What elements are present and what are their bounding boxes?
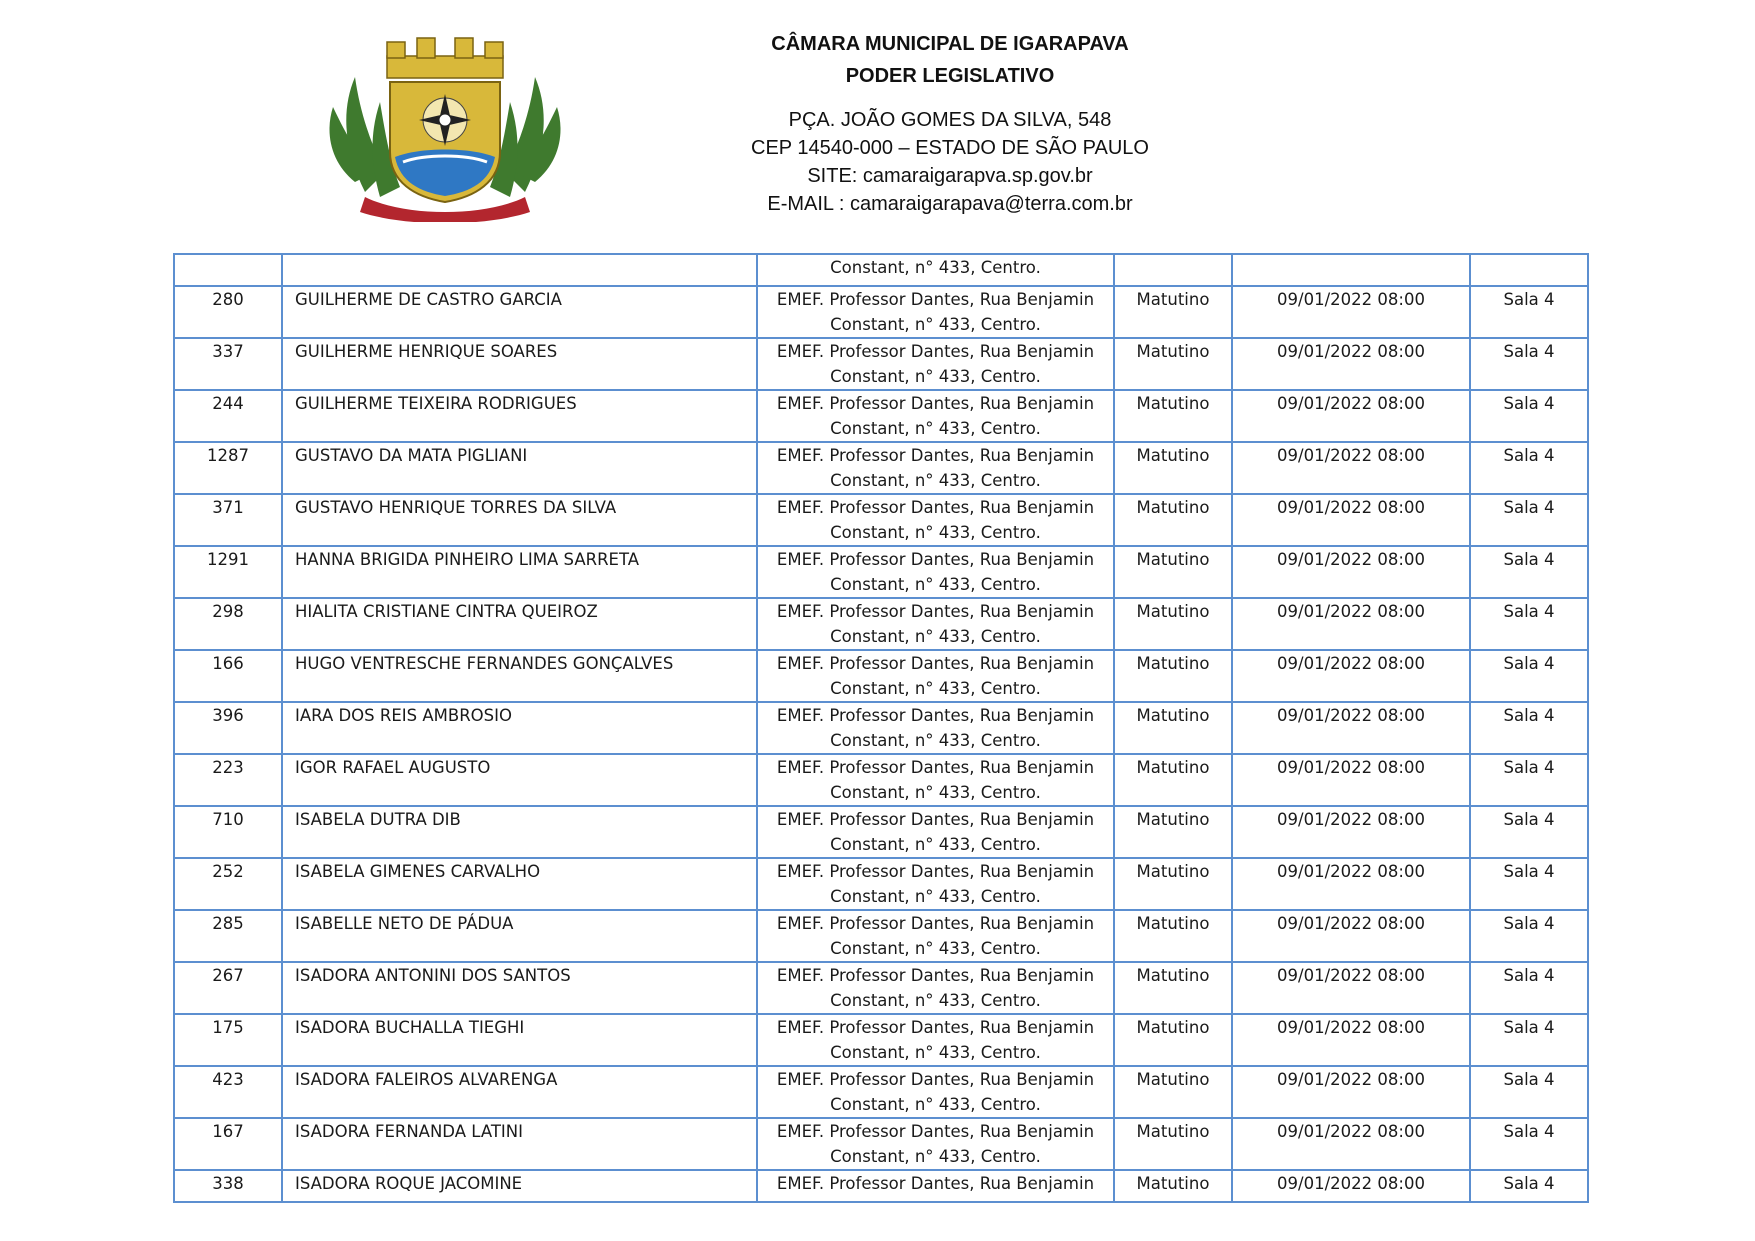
cell-num: 1291	[174, 546, 282, 598]
cell-num: 285	[174, 910, 282, 962]
table-row	[174, 1118, 1588, 1170]
table-row	[174, 598, 1588, 650]
cell-date: 09/01/2022 08:00	[1232, 390, 1470, 442]
cell-date: 09/01/2022 08:00	[1232, 1118, 1470, 1170]
address-line: EMEF. Professor Dantes, Rua Benjamin	[776, 706, 1095, 725]
cell-name: ISADORA FALEIROS ALVARENGA	[282, 1066, 757, 1118]
address-line: EMEF. Professor Dantes, Rua Benjamin	[776, 758, 1095, 777]
address-line: EMEF. Professor Dantes, Rua Benjamin	[776, 394, 1095, 413]
cell-address	[757, 286, 1114, 338]
cell-name: ISADORA ROQUE JACOMINE	[282, 1170, 757, 1202]
cell-num: 252	[174, 858, 282, 910]
cell-name: ISADORA FERNANDA LATINI	[282, 1118, 757, 1170]
cell-turno: Matutino	[1114, 1118, 1232, 1170]
cell-name: ISADORA BUCHALLA TIEGHI	[282, 1014, 757, 1066]
address-line: Constant, n° 433, Centro.	[830, 1147, 1041, 1166]
cell-turno: Matutino	[1114, 650, 1232, 702]
cell-num: 267	[174, 962, 282, 1014]
institution-email: E-MAIL : camaraigarapava@terra.com.br	[767, 193, 1133, 215]
cell-address	[757, 338, 1114, 390]
cell-sala: Sala 4	[1470, 650, 1588, 702]
cell-name: ISABELLE NETO DE PÁDUA	[282, 910, 757, 962]
cell-date: 09/01/2022 08:00	[1232, 754, 1470, 806]
cell-address	[757, 546, 1114, 598]
cell-address	[757, 858, 1114, 910]
cell-turno: Matutino	[1114, 910, 1232, 962]
table-row	[174, 338, 1588, 390]
cell-turno: Matutino	[1114, 442, 1232, 494]
cell-date: 09/01/2022 08:00	[1232, 546, 1470, 598]
cell-address	[757, 650, 1114, 702]
address-line: Constant, n° 433, Centro.	[830, 783, 1041, 802]
cell-turno	[1114, 254, 1232, 286]
address-line: EMEF. Professor Dantes, Rua Benjamin	[776, 654, 1095, 673]
table-row	[174, 702, 1588, 754]
address-line: Constant, n° 433, Centro.	[830, 627, 1041, 646]
cell-num: 280	[174, 286, 282, 338]
cell-address	[757, 390, 1114, 442]
institution-address: PÇA. JOÃO GOMES DA SILVA, 548	[788, 109, 1112, 131]
cell-address	[757, 494, 1114, 546]
cell-name: HUGO VENTRESCHE FERNANDES GONÇALVES	[282, 650, 757, 702]
table-row	[174, 962, 1588, 1014]
address-line: EMEF. Professor Dantes, Rua Benjamin	[776, 498, 1095, 517]
cell-date: 09/01/2022 08:00	[1232, 806, 1470, 858]
cell-date: 09/01/2022 08:00	[1232, 338, 1470, 390]
cell-sala: Sala 4	[1470, 338, 1588, 390]
cell-turno: Matutino	[1114, 390, 1232, 442]
cell-sala: Sala 4	[1470, 1014, 1588, 1066]
cell-name: ISABELA DUTRA DIB	[282, 806, 757, 858]
cell-num: 244	[174, 390, 282, 442]
table-row	[174, 390, 1588, 442]
table-row	[174, 910, 1588, 962]
letterhead-text	[700, 28, 1200, 218]
address-line: Constant, n° 433, Centro.	[830, 315, 1041, 334]
cell-num: 298	[174, 598, 282, 650]
address-line: Constant, n° 433, Centro.	[830, 731, 1041, 750]
cell-sala: Sala 4	[1470, 1066, 1588, 1118]
cell-address	[757, 910, 1114, 962]
cell-address	[757, 962, 1114, 1014]
institution-cep: CEP 14540-000 – ESTADO DE SÃO PAULO	[751, 137, 1149, 159]
cell-num: 396	[174, 702, 282, 754]
cell-address	[757, 598, 1114, 650]
letterhead	[0, 0, 1755, 250]
cell-sala: Sala 4	[1470, 702, 1588, 754]
institution-site: SITE: camaraigarapva.sp.gov.br	[807, 165, 1093, 187]
cell-name: GUSTAVO DA MATA PIGLIANI	[282, 442, 757, 494]
cell-name: IARA DOS REIS AMBROSIO	[282, 702, 757, 754]
address-line: EMEF. Professor Dantes, Rua Benjamin	[776, 966, 1095, 985]
cell-num: 175	[174, 1014, 282, 1066]
table-row	[174, 1170, 1588, 1202]
cell-sala: Sala 4	[1470, 806, 1588, 858]
cell-num: 423	[174, 1066, 282, 1118]
address-line: Constant, n° 433, Centro.	[830, 939, 1041, 958]
address-line: Constant, n° 433, Centro.	[830, 679, 1041, 698]
table-row-continued	[174, 254, 1588, 286]
cell-date: 09/01/2022 08:00	[1232, 494, 1470, 546]
cell-name: HANNA BRIGIDA PINHEIRO LIMA SARRETA	[282, 546, 757, 598]
address-line: Constant, n° 433, Centro.	[830, 835, 1041, 854]
cell-sala	[1470, 254, 1588, 286]
cell-turno: Matutino	[1114, 286, 1232, 338]
cell-address	[757, 1170, 1114, 1202]
address-line: Constant, n° 433, Centro.	[830, 575, 1041, 594]
institution-name: CÂMARA MUNICIPAL DE IGARAPAVA	[771, 33, 1129, 55]
cell-name: ISABELA GIMENES CARVALHO	[282, 858, 757, 910]
cell-num: 167	[174, 1118, 282, 1170]
address-line: Constant, n° 433, Centro.	[830, 471, 1041, 490]
cell-name: GUILHERME HENRIQUE SOARES	[282, 338, 757, 390]
cell-date: 09/01/2022 08:00	[1232, 286, 1470, 338]
institution-subtitle: PODER LEGISLATIVO	[845, 65, 1055, 87]
address-line: EMEF. Professor Dantes, Rua Benjamin	[776, 550, 1095, 569]
cell-address	[757, 1066, 1114, 1118]
cell-name: ISADORA ANTONINI DOS SANTOS	[282, 962, 757, 1014]
cell-num: 223	[174, 754, 282, 806]
cell-sala: Sala 4	[1470, 286, 1588, 338]
cell-turno: Matutino	[1114, 1170, 1232, 1202]
cell-name: GUILHERME DE CASTRO GARCIA	[282, 286, 757, 338]
cell-turno: Matutino	[1114, 338, 1232, 390]
cell-turno: Matutino	[1114, 702, 1232, 754]
cell-name: IGOR RAFAEL AUGUSTO	[282, 754, 757, 806]
table-row	[174, 1066, 1588, 1118]
address-line: EMEF. Professor Dantes, Rua Benjamin	[776, 862, 1095, 881]
table-row	[174, 754, 1588, 806]
cell-num: 337	[174, 338, 282, 390]
cell-date: 09/01/2022 08:00	[1232, 598, 1470, 650]
cell-date: 09/01/2022 08:00	[1232, 442, 1470, 494]
cell-turno: Matutino	[1114, 858, 1232, 910]
cell-turno: Matutino	[1114, 962, 1232, 1014]
address-line: EMEF. Professor Dantes, Rua Benjamin	[776, 290, 1095, 309]
cell-turno: Matutino	[1114, 546, 1232, 598]
cell-sala: Sala 4	[1470, 494, 1588, 546]
address-line: EMEF. Professor Dantes, Rua Benjamin	[776, 1174, 1095, 1193]
cell-sala: Sala 4	[1470, 1118, 1588, 1170]
candidates-table	[173, 253, 1589, 1203]
cell-address	[757, 442, 1114, 494]
cell-date: 09/01/2022 08:00	[1232, 910, 1470, 962]
table-row	[174, 286, 1588, 338]
cell-name: HIALITA CRISTIANE CINTRA QUEIROZ	[282, 598, 757, 650]
cell-address	[757, 254, 1114, 286]
cell-sala: Sala 4	[1470, 910, 1588, 962]
address-line: EMEF. Professor Dantes, Rua Benjamin	[776, 1018, 1095, 1037]
address-line: Constant, n° 433, Centro.	[830, 419, 1041, 438]
cell-turno: Matutino	[1114, 1014, 1232, 1066]
cell-date: 09/01/2022 08:00	[1232, 1066, 1470, 1118]
cell-sala: Sala 4	[1470, 442, 1588, 494]
address-line: Constant, n° 433, Centro.	[830, 367, 1041, 386]
cell-sala: Sala 4	[1470, 546, 1588, 598]
cell-turno: Matutino	[1114, 494, 1232, 546]
cell-date: 09/01/2022 08:00	[1232, 1014, 1470, 1066]
table-row	[174, 546, 1588, 598]
cell-num	[174, 254, 282, 286]
cell-turno: Matutino	[1114, 806, 1232, 858]
cell-address	[757, 702, 1114, 754]
address-line: Constant, n° 433, Centro.	[830, 523, 1041, 542]
address-line: Constant, n° 433, Centro.	[830, 991, 1041, 1010]
address-line: EMEF. Professor Dantes, Rua Benjamin	[776, 446, 1095, 465]
address-line: Constant, n° 433, Centro.	[830, 258, 1041, 277]
table-row	[174, 494, 1588, 546]
address-line: Constant, n° 433, Centro.	[830, 1043, 1041, 1062]
cell-date	[1232, 254, 1470, 286]
table-row	[174, 858, 1588, 910]
cell-num: 338	[174, 1170, 282, 1202]
table-row	[174, 650, 1588, 702]
cell-num: 371	[174, 494, 282, 546]
cell-turno: Matutino	[1114, 754, 1232, 806]
municipal-crest-icon	[325, 32, 565, 222]
crown-icon	[387, 38, 503, 78]
cell-date: 09/01/2022 08:00	[1232, 650, 1470, 702]
table-row	[174, 1014, 1588, 1066]
address-line: EMEF. Professor Dantes, Rua Benjamin	[776, 1070, 1095, 1089]
table-row	[174, 442, 1588, 494]
cell-date: 09/01/2022 08:00	[1232, 962, 1470, 1014]
cell-sala: Sala 4	[1470, 754, 1588, 806]
cell-sala: Sala 4	[1470, 858, 1588, 910]
cell-sala: Sala 4	[1470, 1170, 1588, 1202]
cell-num: 166	[174, 650, 282, 702]
address-line: EMEF. Professor Dantes, Rua Benjamin	[776, 810, 1095, 829]
cell-name	[282, 254, 757, 286]
cell-num: 1287	[174, 442, 282, 494]
address-line: EMEF. Professor Dantes, Rua Benjamin	[776, 602, 1095, 621]
cell-date: 09/01/2022 08:00	[1232, 702, 1470, 754]
cell-num: 710	[174, 806, 282, 858]
cell-date: 09/01/2022 08:00	[1232, 858, 1470, 910]
cell-address	[757, 754, 1114, 806]
cell-turno: Matutino	[1114, 1066, 1232, 1118]
cell-sala: Sala 4	[1470, 598, 1588, 650]
cell-sala: Sala 4	[1470, 390, 1588, 442]
cell-name: GUILHERME TEIXEIRA RODRIGUES	[282, 390, 757, 442]
address-line: EMEF. Professor Dantes, Rua Benjamin	[776, 1122, 1095, 1141]
address-line: Constant, n° 433, Centro.	[830, 1095, 1041, 1114]
cell-sala: Sala 4	[1470, 962, 1588, 1014]
cell-address	[757, 1118, 1114, 1170]
address-line: Constant, n° 433, Centro.	[830, 887, 1041, 906]
cell-turno: Matutino	[1114, 598, 1232, 650]
cell-address	[757, 806, 1114, 858]
table-row	[174, 806, 1588, 858]
address-line: EMEF. Professor Dantes, Rua Benjamin	[776, 914, 1095, 933]
address-line: EMEF. Professor Dantes, Rua Benjamin	[776, 342, 1095, 361]
cell-address	[757, 1014, 1114, 1066]
cell-name: GUSTAVO HENRIQUE TORRES DA SILVA	[282, 494, 757, 546]
cell-date: 09/01/2022 08:00	[1232, 1170, 1470, 1202]
